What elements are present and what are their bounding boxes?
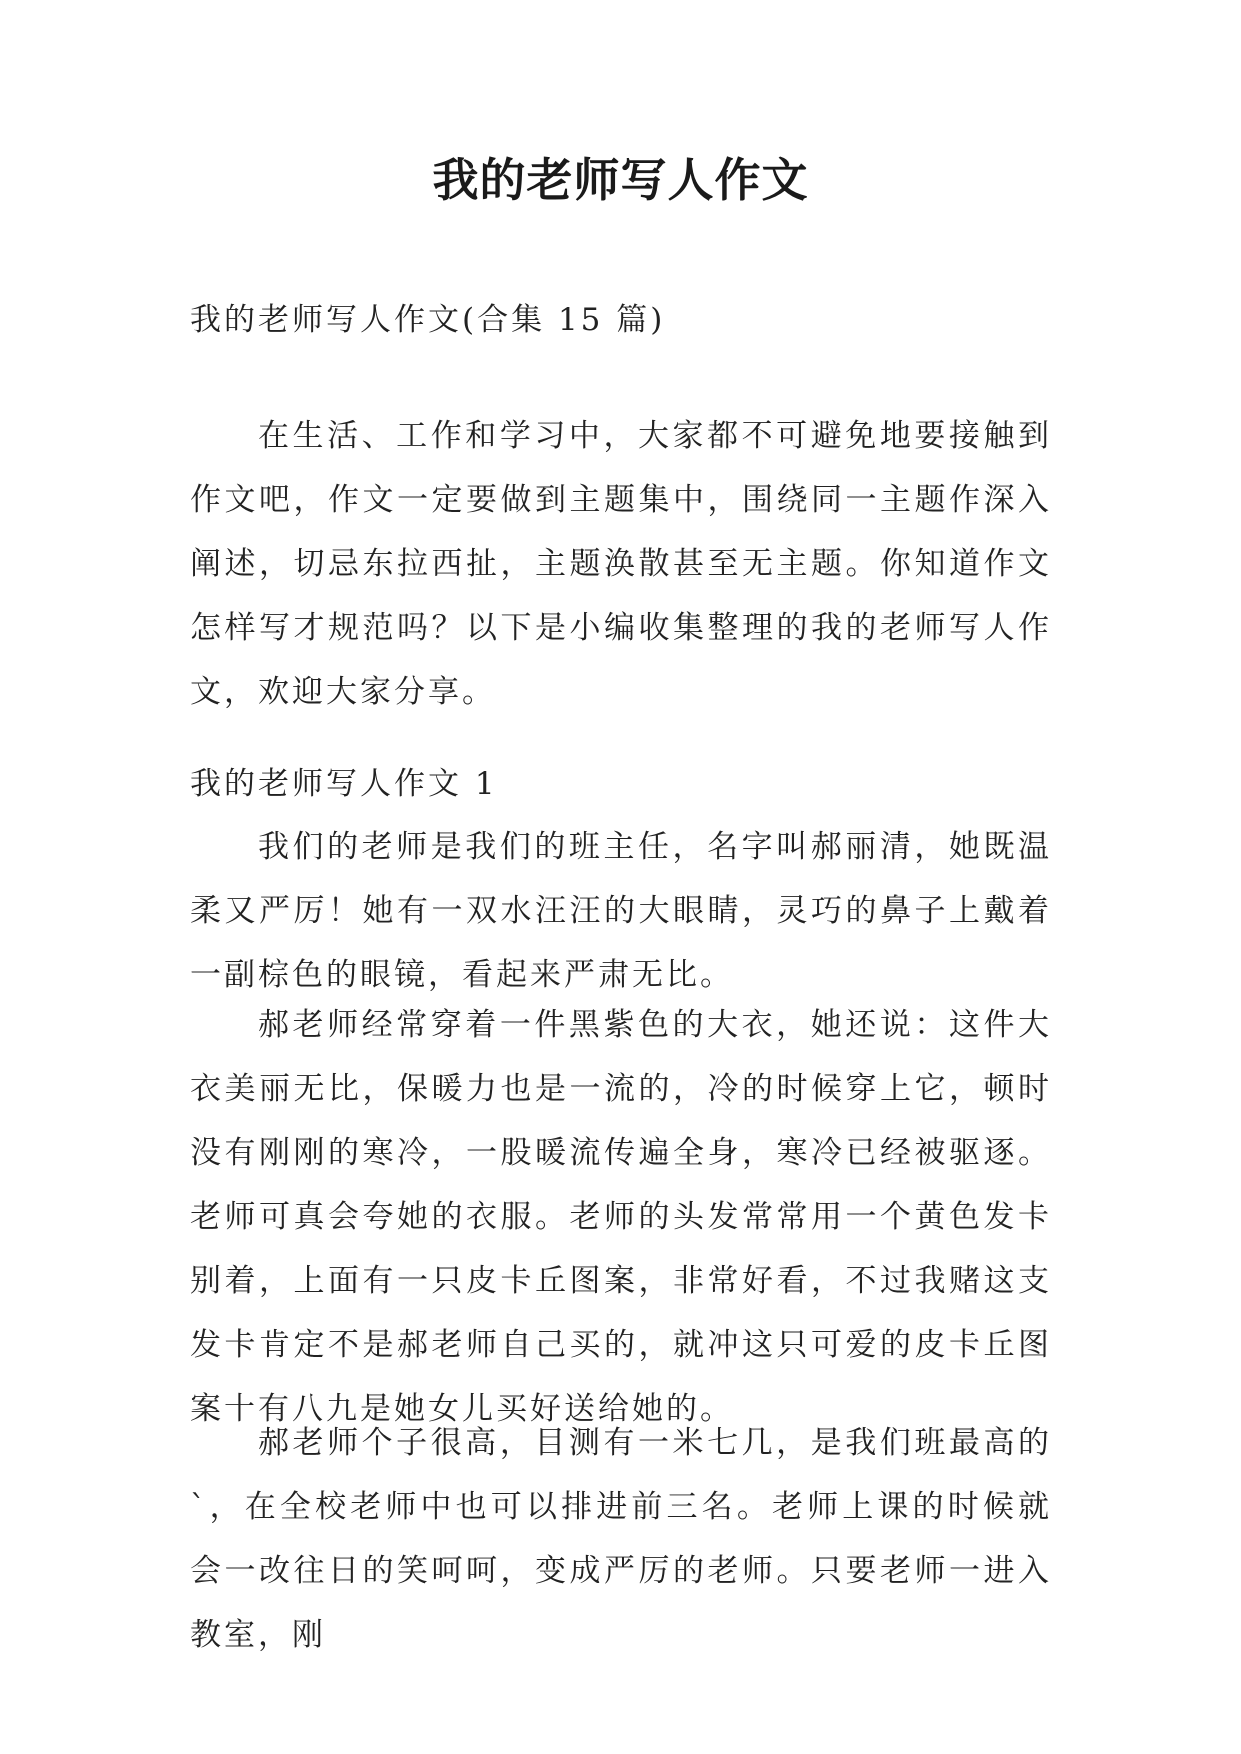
body-paragraph: 我们的老师是我们的班主任，名字叫郝丽清，她既温柔又严厉！她有一双水汪汪的大眼睛，灵巧的鼻子上戴着一副棕色的眼镜，看起来严肃无比。	[190, 829, 1052, 993]
body-paragraph: 郝老师个子很高，目测有一米七几，是我们班最高的`，在全校老师中也可以排进前三名。老师上课的时候就会一改往日的笑呵呵，变成严厉的老师。只要老师一进入教室，刚	[190, 1425, 1052, 1653]
section-heading: 我的老师写人作文 1	[190, 766, 498, 802]
document-title: 我的老师写人作文	[432, 153, 809, 207]
body-paragraph: 郝老师经常穿着一件黑紫色的大衣，她还说：这件大衣美丽无比，保暖力也是一流的，冷的时候穿上它，顿时没有刚刚的寒冷，一股暖流传遍全身，寒冷已经被驱逐。老师可真会夸她的衣服。老师的头发常常用一个黄色发卡别着，上面有一只皮卡丘图案，非常好看，不过我赌这支发卡肯定不是郝老师自己买的，就冲这只可爱的皮卡丘图案十有八九是她女儿买好送给她的。	[190, 1007, 1052, 1427]
intro-paragraph: 在生活、工作和学习中，大家都不可避免地要接触到作文吧，作文一定要做到主题集中，围绕同一主题作深入阐述，切忌东拉西扯，主题涣散甚至无主题。你知道作文怎样写才规范吗？以下是小编收集整理的我的老师写人作文，欢迎大家分享。	[190, 418, 1052, 710]
document-subtitle: 我的老师写人作文(合集 15 篇)	[190, 302, 666, 338]
